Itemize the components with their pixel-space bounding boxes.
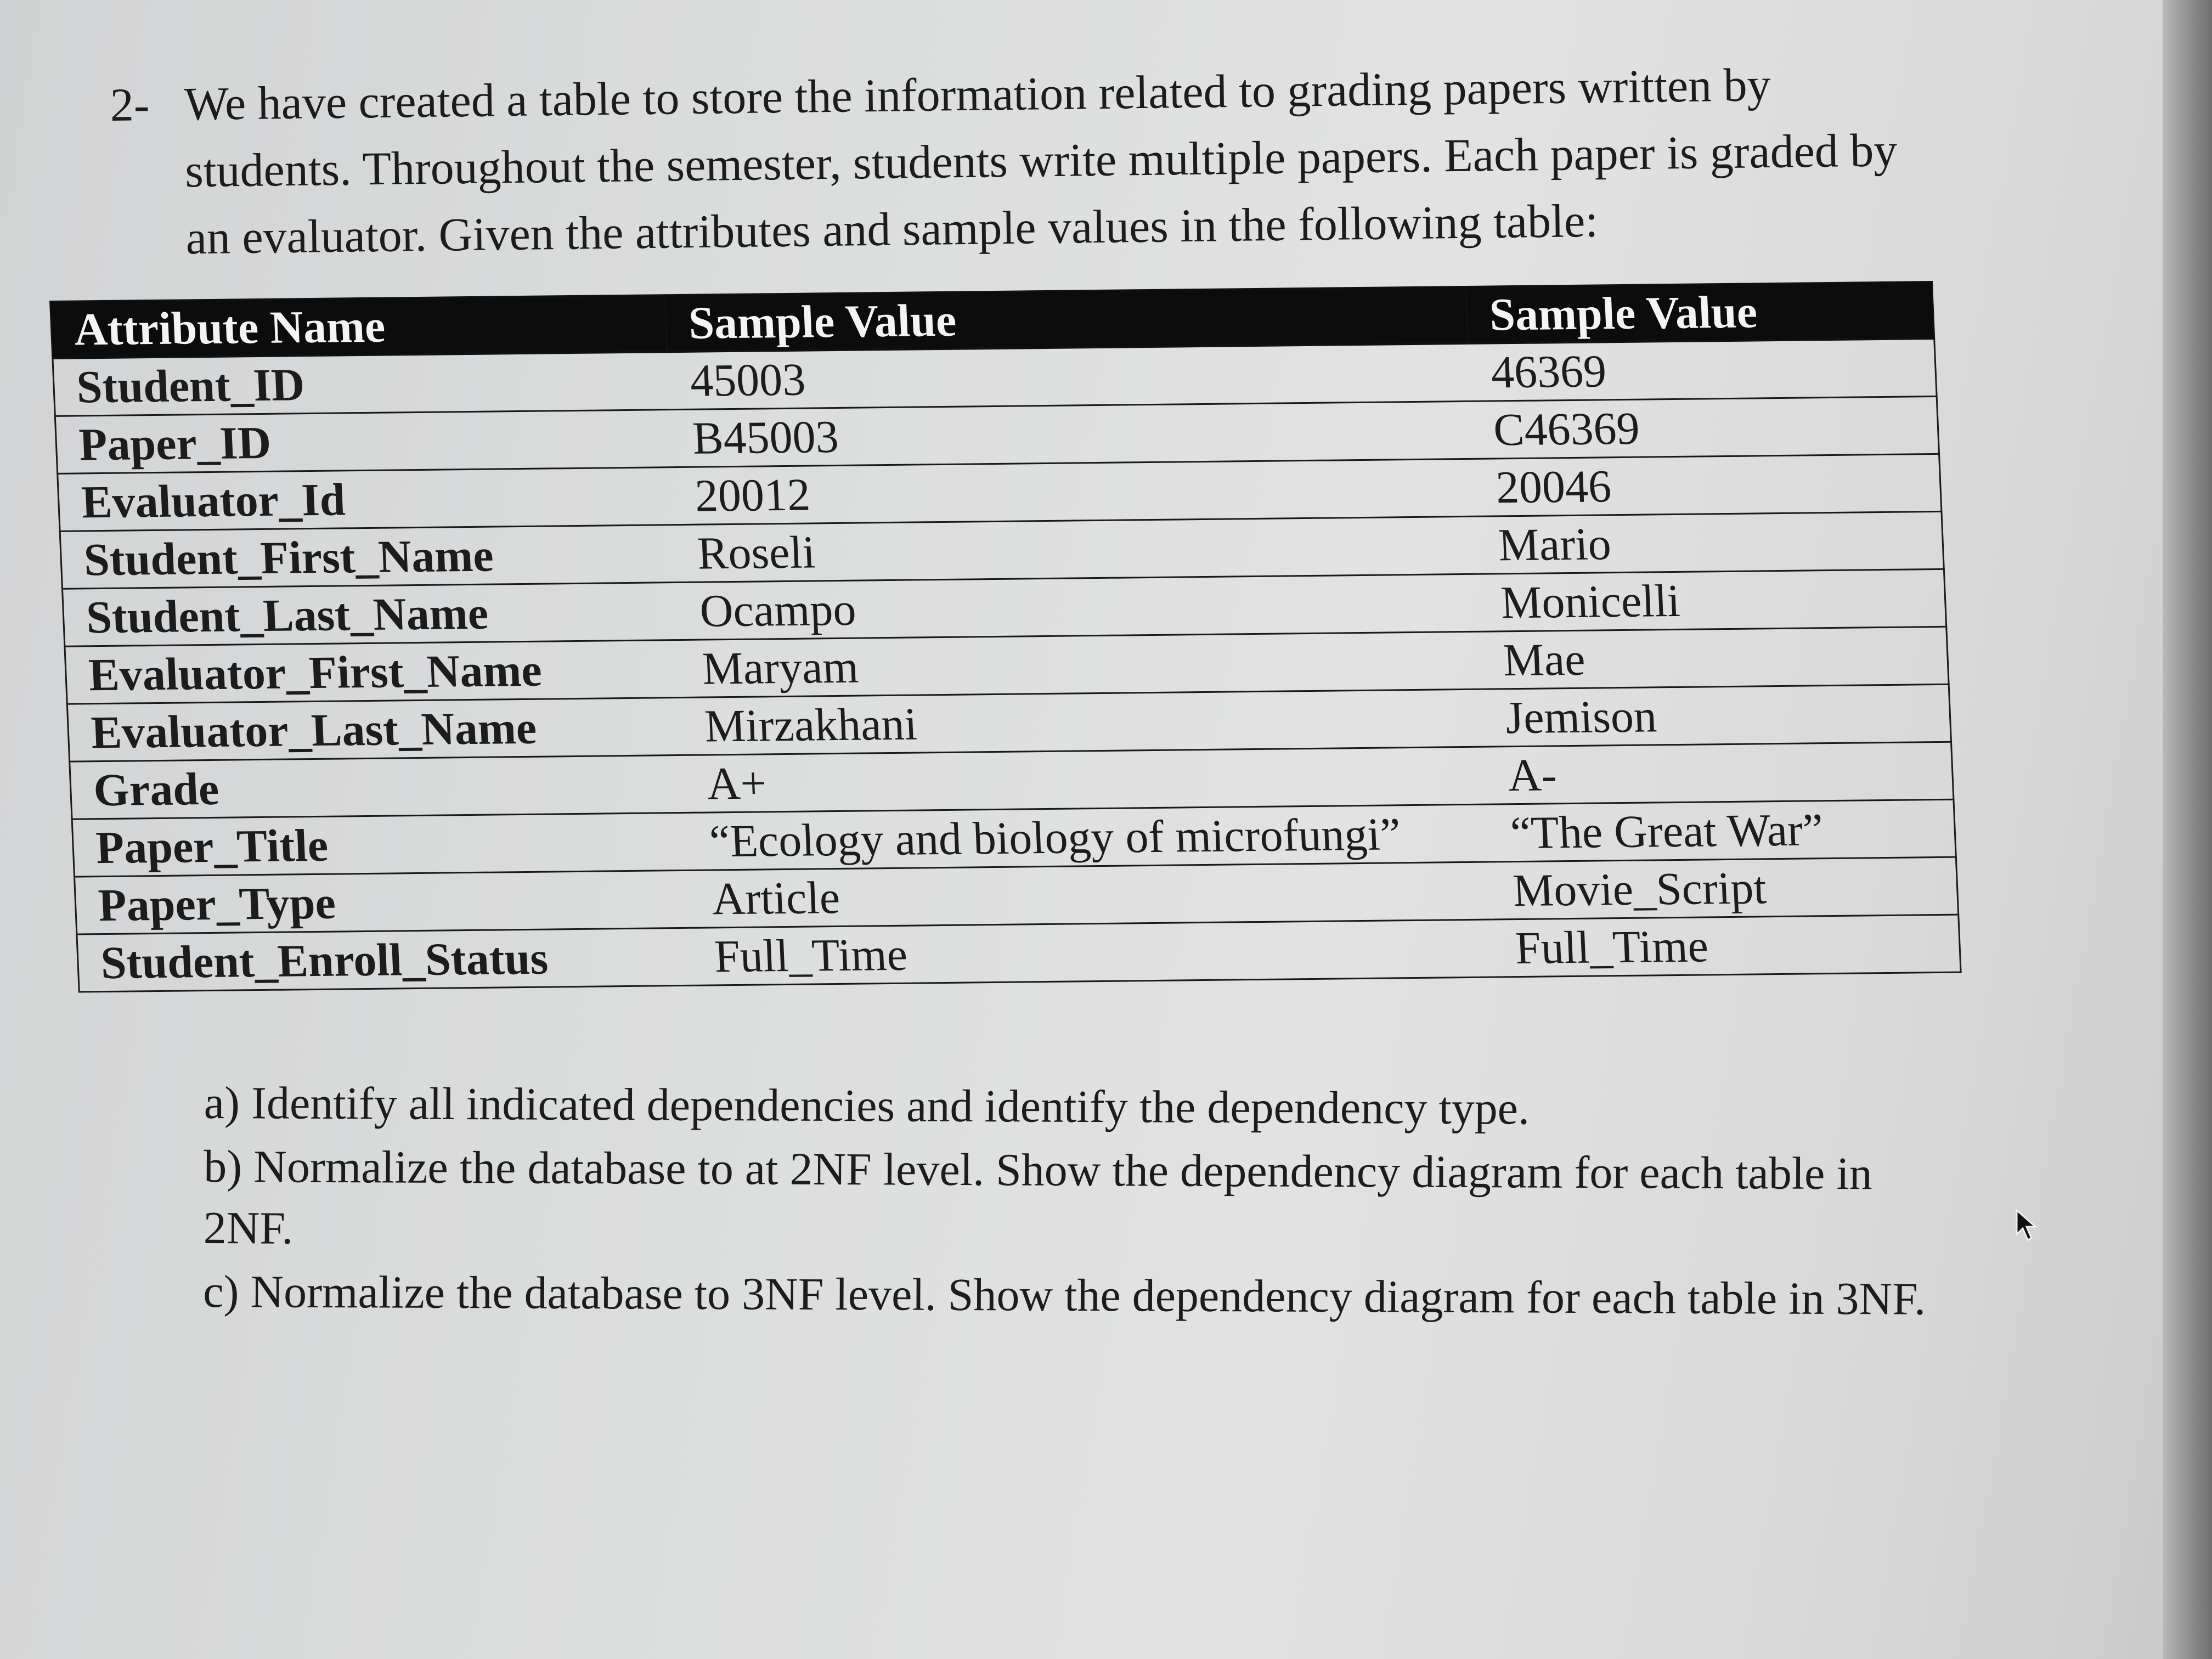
sample-value-cell: Full_Time	[1492, 915, 1961, 977]
sample-value-cell: “Ecology and biology of microfungi”	[686, 804, 1489, 870]
part-c: c) Normalize the database to 3NF level. Show the dependency diagram for each table in 3NF.	[203, 1266, 1926, 1325]
attribute-cell: Evaluator_Last_Name	[67, 697, 684, 761]
sample-value-cell: Ocampo	[676, 574, 1480, 640]
sample-value-cell: Jemison	[1482, 684, 1951, 747]
attributes-table-container	[49, 281, 1960, 992]
sample-value-cell: 46369	[1468, 338, 1937, 401]
sample-value-cell: Full_Time	[691, 919, 1494, 985]
attribute-cell: Grade	[70, 755, 686, 819]
sample-value-cell: 45003	[667, 343, 1470, 410]
attribute-cell: Paper_Title	[72, 812, 689, 877]
sample-value-cell: C46369	[1470, 396, 1939, 459]
question-text: We have created a table to store the information related to grading papers written by students. Throughout the semester, students write multiple papers. Each paper is graded by an evaluator. Given the attributes and sample values in the following table:	[184, 58, 1898, 264]
sample-value-cell: A-	[1485, 742, 1954, 804]
sample-value-cell: Maryam	[679, 631, 1482, 697]
sample-value-cell: Mirzakhani	[681, 689, 1485, 755]
attribute-cell: Student_Enroll_Status	[77, 928, 693, 992]
attribute-cell: Paper_ID	[55, 410, 672, 474]
question-number: 2-	[110, 78, 150, 131]
sample-value-cell: B45003	[669, 401, 1472, 467]
header-sample-value-2: Sample Value	[1465, 282, 1934, 343]
attribute-cell: Student_First_Name	[60, 525, 676, 589]
sample-value-cell: Article	[689, 862, 1492, 928]
sample-value-cell: Monicelli	[1477, 569, 1946, 631]
sample-value-cell: Roseli	[674, 516, 1477, 582]
mouse-pointer-icon	[2015, 1209, 2042, 1242]
header-sample-value-1: Sample Value	[665, 286, 1468, 352]
attributes-table	[49, 281, 1962, 992]
sample-value-cell: Mario	[1475, 511, 1944, 574]
part-b: b) Normalize the database to at 2NF level. Show the dependency diagram for each table in 2NF.	[203, 1141, 1872, 1254]
attribute-cell: Student_ID	[53, 352, 669, 416]
sample-value-cell: 20012	[672, 459, 1475, 524]
sample-value-cell: “The Great War”	[1487, 799, 1956, 862]
header-attribute-name: Attribute Name	[50, 295, 667, 358]
sample-value-cell: A+	[684, 747, 1487, 812]
monitor-bezel	[2163, 0, 2212, 1659]
attribute-cell: Paper_Type	[75, 870, 691, 934]
attribute-cell: Evaluator_First_Name	[65, 640, 681, 704]
part-a: a) Identify all indicated dependencies and identify the dependency type.	[204, 1077, 1530, 1135]
question-parts	[203, 1073, 1932, 1330]
sample-value-cell: Movie_Script	[1489, 857, 1958, 919]
sample-value-cell: Mae	[1480, 627, 1949, 689]
attribute-cell: Student_Last_Name	[63, 583, 679, 647]
attribute-cell: Evaluator_Id	[58, 467, 674, 532]
sample-value-cell: 20046	[1473, 454, 1942, 516]
question-block	[110, 49, 1950, 272]
